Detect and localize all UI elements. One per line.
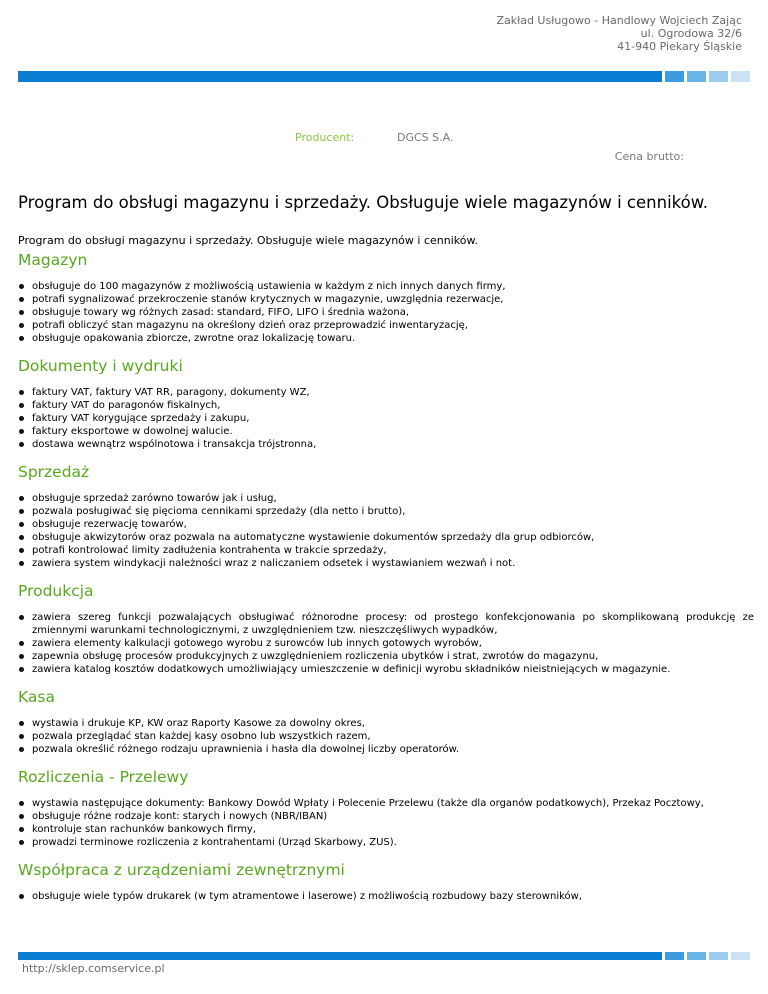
section-heading: Magazyn [18,251,88,269]
bullet-icon [19,721,24,726]
bullet-icon [19,390,24,395]
bullet-icon [19,641,24,646]
feature-section [18,766,754,849]
feature-text: zapewnia obsługę procesów produkcyjnych z uwzględnieniem rozliczenia ubytków i strat, zwrotów do magazynu, [32,651,599,662]
feature-item [18,743,754,756]
feature-text: obsługuje różne rodzaje kont: starych i nowych (NBR/IBAN) [32,811,328,822]
feature-text: obsługuje wiele typów drukarek (w tym atramentowe i laserowe) z możliwością rozbudowy bazy sterowników, [32,891,583,902]
feature-item [18,386,754,399]
feature-item [18,332,754,345]
feature-section [18,249,754,345]
feature-item [18,797,754,810]
feature-text: zawiera szereg funkcji pozwalających obsługiwać różnorodne procesy: od prostego konfekcjonowania po skomplikowaną produkcję ze zmiennymi warunkami technologicznymi, z uwzględnieniem tzw. nieszczęśliwych wypadków, [32,612,754,636]
bullet-icon [19,548,24,553]
feature-section [18,859,754,903]
feature-text: obsługuje opakowania zbiorcze, zwrotne oraz lokalizację towaru. [32,333,356,344]
bar-segment [709,71,728,82]
bullet-icon [19,442,24,447]
section-heading: Sprzedaż [18,463,90,481]
bullet-icon [19,429,24,434]
bullet-icon [19,814,24,819]
feature-item [18,399,754,412]
feature-item [18,492,754,505]
feature-item [18,518,754,531]
company-name: Zakład Usługowo - Handlowy Wojciech Zając [496,14,742,27]
bullet-icon [19,615,24,620]
bar-segment [687,952,706,960]
feature-item [18,663,754,676]
feature-item [18,319,754,332]
feature-item [18,730,754,743]
feature-text: pozwala określić różnego rodzaju uprawnienia i hasła dla dowolnej liczby operatorów. [32,744,460,755]
feature-text: potrafi obliczyć stan magazynu na określony dzień oraz przeprowadzić inwentaryzację, [32,320,469,331]
feature-item [18,412,754,425]
feature-list [18,797,754,849]
feature-text: faktury VAT do paragonów fiskalnych, [32,400,221,411]
bar-segment [665,71,684,82]
feature-item [18,306,754,319]
footer-url[interactable]: http://sklep.comservice.pl [22,962,165,975]
bullet-icon [19,747,24,752]
bullet-icon [19,840,24,845]
feature-text: pozwala przeglądać stan każdej kasy osobno lub wszystkich razem, [32,731,371,742]
feature-item [18,280,754,293]
bullet-icon [19,323,24,328]
section-heading: Dokumenty i wydruki [18,357,183,375]
feature-list [18,492,754,570]
feature-list [18,890,754,903]
feature-item [18,637,754,650]
bullet-icon [19,284,24,289]
section-heading: Współpraca z urządzeniami zewnętrznymi [18,861,345,879]
feature-sections [18,249,754,903]
feature-text: wystawia i drukuje KP, KW oraz Raporty Kasowe za dowolny okres, [32,718,365,729]
feature-section [18,461,754,570]
feature-list [18,280,754,345]
company-city: 41-940 Piekary Śląskie [617,40,742,53]
section-heading: Kasa [18,688,55,706]
bar-segment [731,952,750,960]
feature-section [18,686,754,756]
product-intro: Program do obsługi magazynu i sprzedaży. Obsługuje wiele magazynów i cenników. [18,234,478,247]
feature-item [18,890,754,903]
bullet-icon [19,535,24,540]
feature-item [18,425,754,438]
feature-text: kontroluje stan rachunków bankowych firmy, [32,824,257,835]
header-bar-main [18,71,662,82]
bullet-icon [19,894,24,899]
feature-item [18,557,754,570]
section-heading: Produkcja [18,582,94,600]
feature-text: zawiera system windykacji należności wraz z naliczaniem odsetek i wystawianiem wezwań i not. [32,558,516,569]
bar-segment [709,952,728,960]
producer-value: DGCS S.A. [397,131,454,144]
feature-text: zawiera elementy kalkulacji gotowego wyrobu z surowców lub innych gotowych wyrobów, [32,638,482,649]
bullet-icon [19,801,24,806]
feature-item [18,650,754,663]
feature-list [18,611,754,676]
bullet-icon [19,496,24,501]
feature-item [18,438,754,451]
price-label: Cena brutto: [614,150,684,163]
feature-text: obsługuje towary wg różnych zasad: standard, FIFO, LIFO i średnia ważona, [32,307,410,318]
footer-bar [18,952,750,960]
bar-segment [731,71,750,82]
bullet-icon [19,667,24,672]
feature-item [18,531,754,544]
feature-text: potrafi sygnalizować przekroczenie stanów krytycznych w magazynie, uwzględnia rezerwacje, [32,294,504,305]
bullet-icon [19,297,24,302]
bullet-icon [19,310,24,315]
feature-item [18,823,754,836]
feature-text: obsługuje do 100 magazynów z możliwością ustawienia w każdym z nich innych danych firmy, [32,281,506,292]
feature-item [18,611,754,637]
bullet-icon [19,509,24,514]
bar-segment [687,71,706,82]
feature-text: faktury VAT, faktury VAT RR, paragony, dokumenty WZ, [32,387,310,398]
section-heading: Rozliczenia - Przelewy [18,768,189,786]
feature-text: zawiera katalog kosztów dodatkowych umożliwiający umieszczenie w definicji wyrobu składników nieistniejących w magazynie. [32,664,671,675]
feature-section [18,355,754,451]
feature-item [18,293,754,306]
feature-text: prowadzi terminowe rozliczenia z kontrahentami (Urząd Skarbowy, ZUS). [32,837,397,848]
feature-item [18,544,754,557]
footer-bar-main [18,952,662,960]
feature-text: obsługuje akwizytorów oraz pozwala na automatyczne wystawienie dokumentów sprzedaży dla grup odbiorców, [32,532,595,543]
company-street: ul. Ogrodowa 32/6 [640,27,742,40]
feature-list [18,386,754,451]
feature-text: potrafi kontrolować limity zadłużenia kontrahenta w trakcie sprzedaży, [32,545,387,556]
feature-section [18,580,754,676]
feature-text: faktury eksportowe w dowolnej walucie. [32,426,233,437]
bullet-icon [19,416,24,421]
header-bar [18,71,750,82]
bullet-icon [19,336,24,341]
bullet-icon [19,522,24,527]
feature-item [18,836,754,849]
feature-item [18,717,754,730]
bullet-icon [19,654,24,659]
bullet-icon [19,561,24,566]
feature-text: pozwala posługiwać się pięcioma cennikami sprzedaży (dla netto i brutto), [32,506,406,517]
bullet-icon [19,403,24,408]
feature-list [18,717,754,756]
feature-text: faktury VAT korygujące sprzedaży i zakupu, [32,413,250,424]
feature-item [18,810,754,823]
feature-text: wystawia następujące dokumenty: Bankowy Dowód Wpłaty i Polecenie Przelewu (także dla organów podatkowych), Przekaz Pocztowy, [32,798,704,809]
bullet-icon [19,827,24,832]
bullet-icon [19,734,24,739]
company-address [342,14,742,53]
bar-segment [665,952,684,960]
product-title: Program do obsługi magazynu i sprzedaży. Obsługuje wiele magazynów i cenników. [18,193,708,212]
producer-label: Producent: [295,131,355,144]
feature-text: obsługuje sprzedaż zarówno towarów jak i usług, [32,493,277,504]
feature-item [18,505,754,518]
feature-text: dostawa wewnątrz wspólnotowa i transakcja trójstronna, [32,439,317,450]
feature-text: obsługuje rezerwację towarów, [32,519,187,530]
